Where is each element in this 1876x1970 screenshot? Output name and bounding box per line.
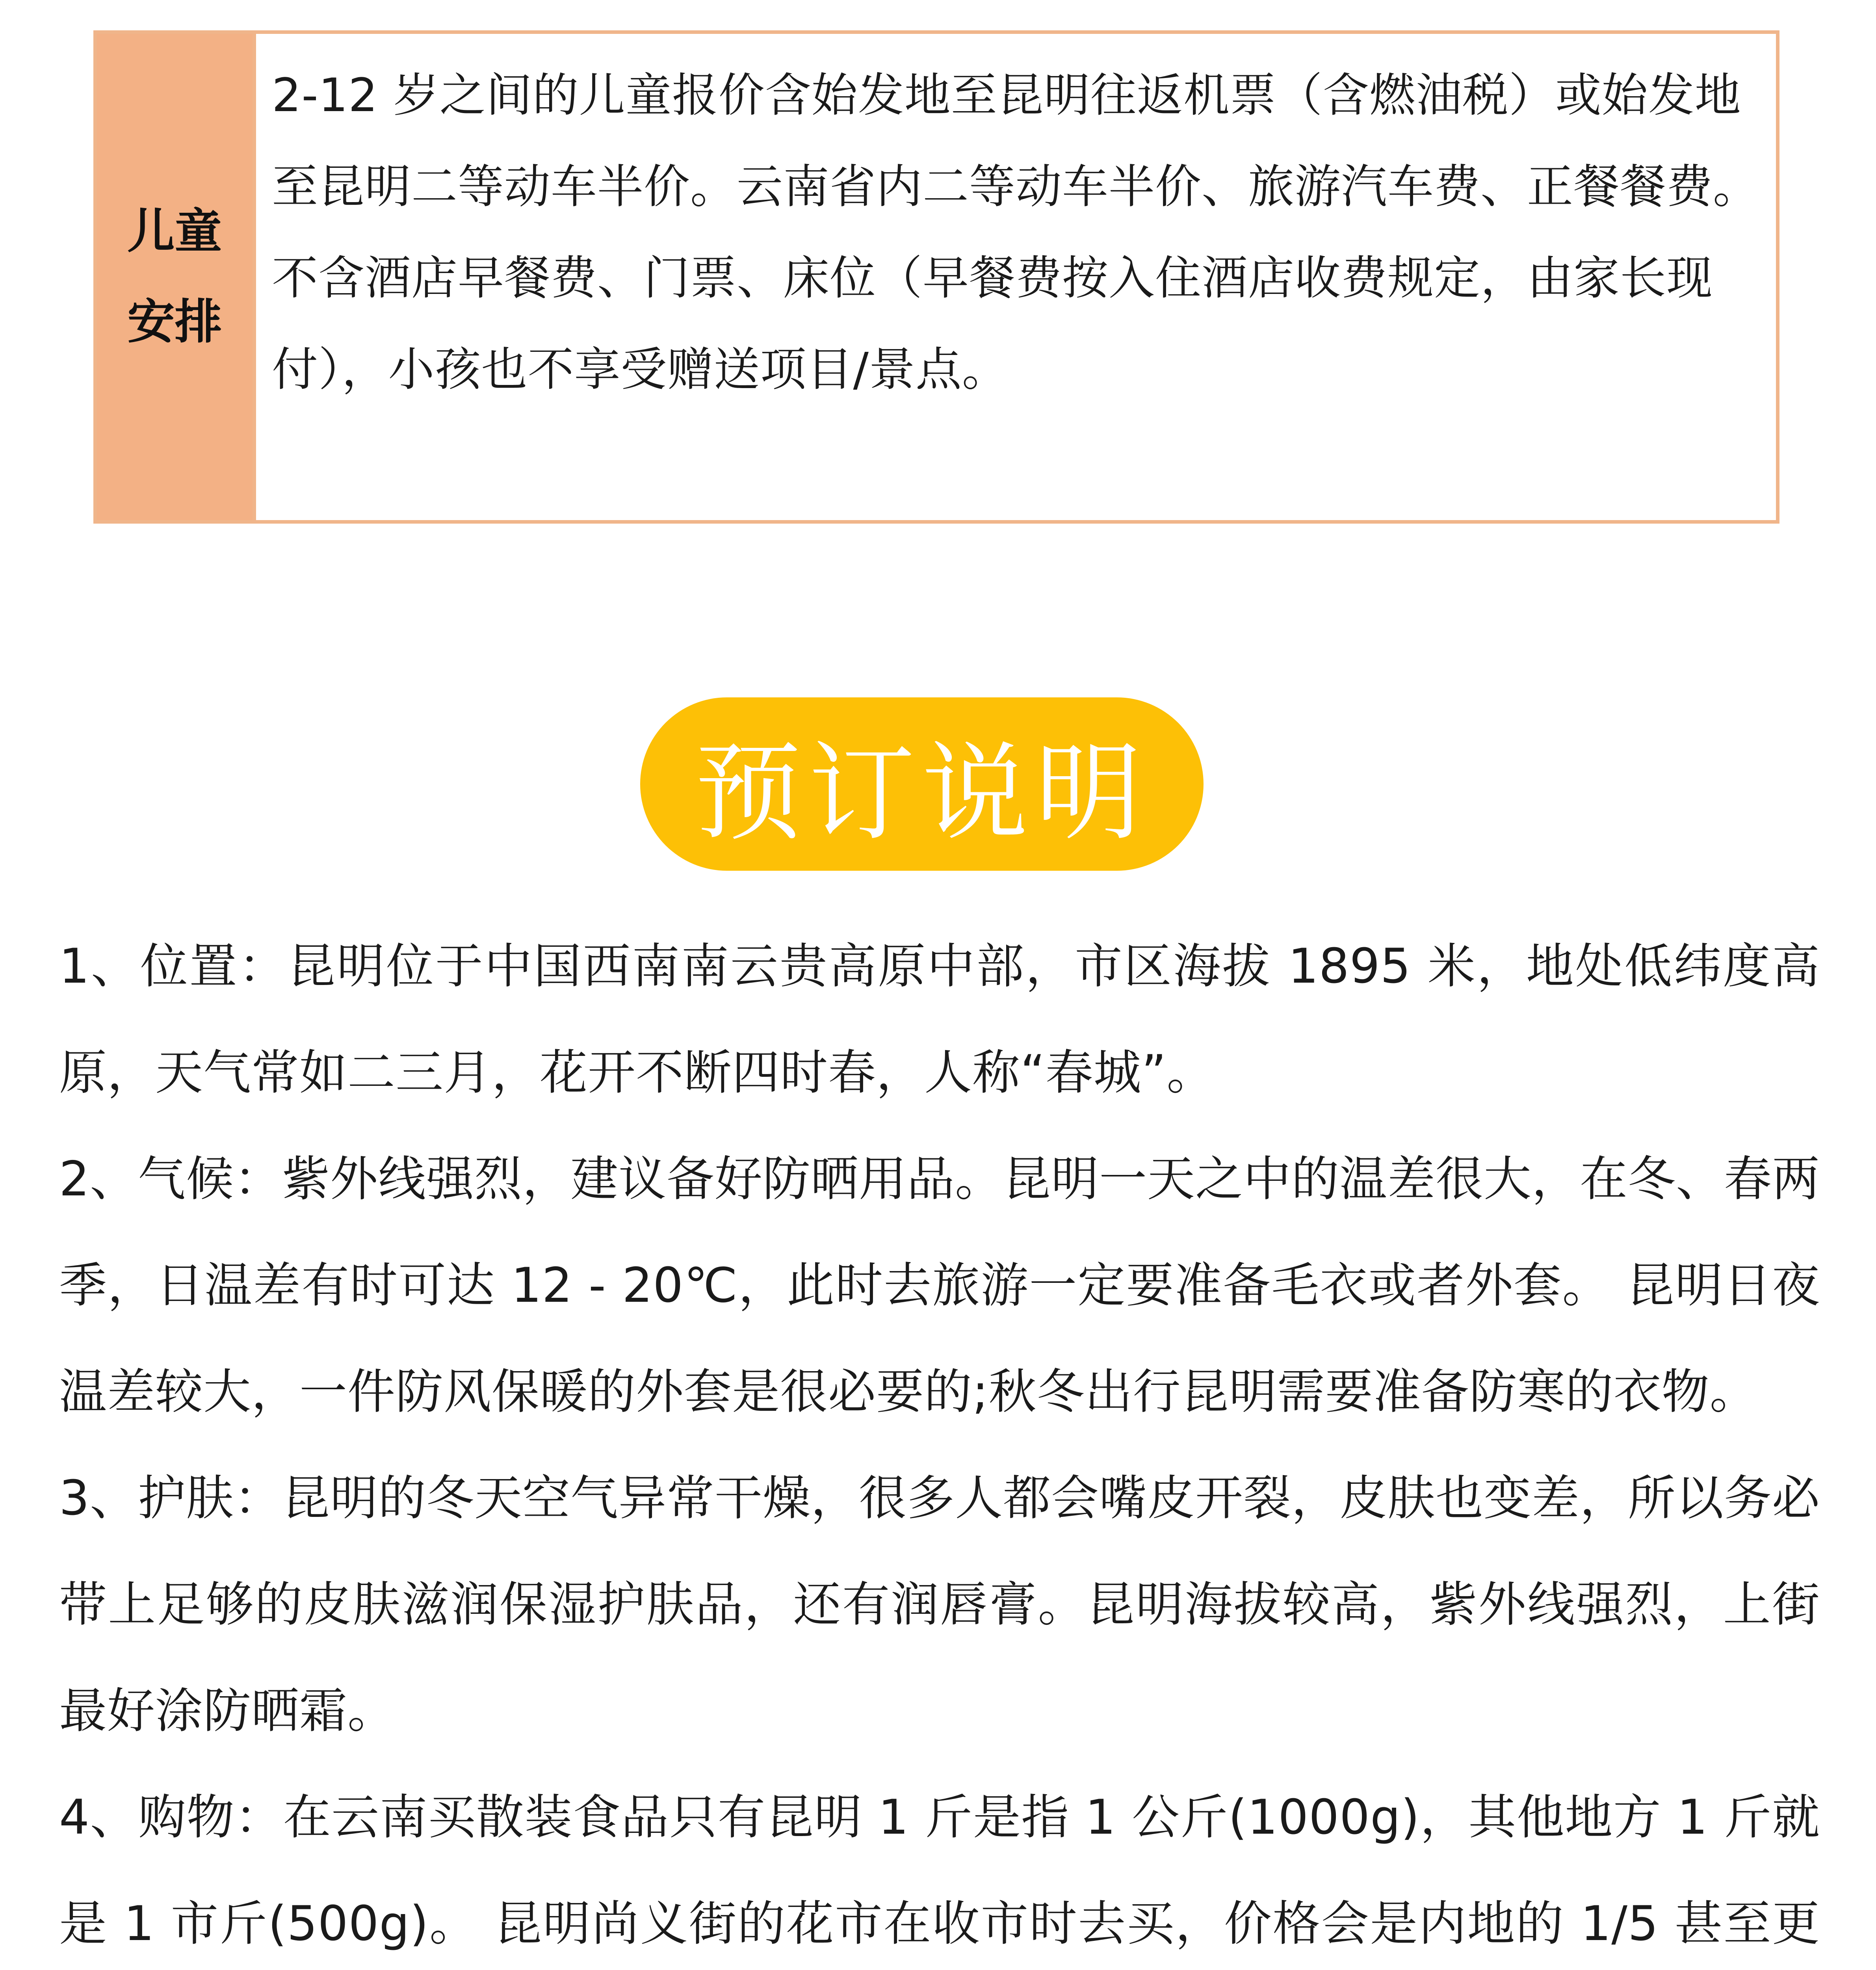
- child-arrangement-content-cell: [256, 34, 1776, 520]
- child-arrangement-label: 儿童安排: [127, 204, 222, 349]
- booking-notes: [59, 913, 1820, 1970]
- note-climate: 2、气候：紫外线强烈，建议备好防晒用品。昆明一天之中的温差很大，在冬、春两季，日温差有时可达 12 - 20℃，此时去旅游一定要准备毛衣或者外套。 昆明日夜温差较大，一件防风保暖的外套是很必要的;秋冬出行昆明需要准备防寒的衣物。: [59, 1151, 1820, 1420]
- child-arrangement-paragraph-1: 2-12 岁之间的儿童报价含始发地至昆明往返机票（含燃油税）或始发地至昆明二等动车半价。云南省内二等动车半价、旅游汽车费、正餐餐费。: [272, 68, 1760, 214]
- note-shopping: 4、购物：在云南买散装食品只有昆明 1 斤是指 1 公斤(1000g)，其他地方 1 斤就是 1 市斤(500g)。 昆明尚义街的花市在收市时去买，价格会是内地的 1/5 甚至更: [59, 1790, 1820, 1951]
- section-title-pill: [640, 697, 1204, 871]
- section-title: 预订说明: [695, 731, 1149, 855]
- child-arrangement-table: [93, 30, 1779, 524]
- note-location: 1、位置：昆明位于中国西南南云贵高原中部，市区海拔 1895 米，地处低纬度高原，天气常如二三月，花开不断四时春，人称“春城”。: [59, 939, 1820, 1100]
- child-arrangement-paragraph-2: 不含酒店早餐费、门票、床位（早餐费按入住酒店收费规定，由家长现付），小孩也不享受赠送项目/景点。: [272, 251, 1713, 396]
- note-skincare: 3、护肤：昆明的冬天空气异常干燥，很多人都会嘴皮开裂，皮肤也变差，所以务必带上足够的皮肤滋润保湿护肤品，还有润唇膏。昆明海拔较高，紫外线强烈，上街最好涂防晒霜。: [59, 1470, 1820, 1739]
- child-arrangement-label-cell: [97, 34, 256, 520]
